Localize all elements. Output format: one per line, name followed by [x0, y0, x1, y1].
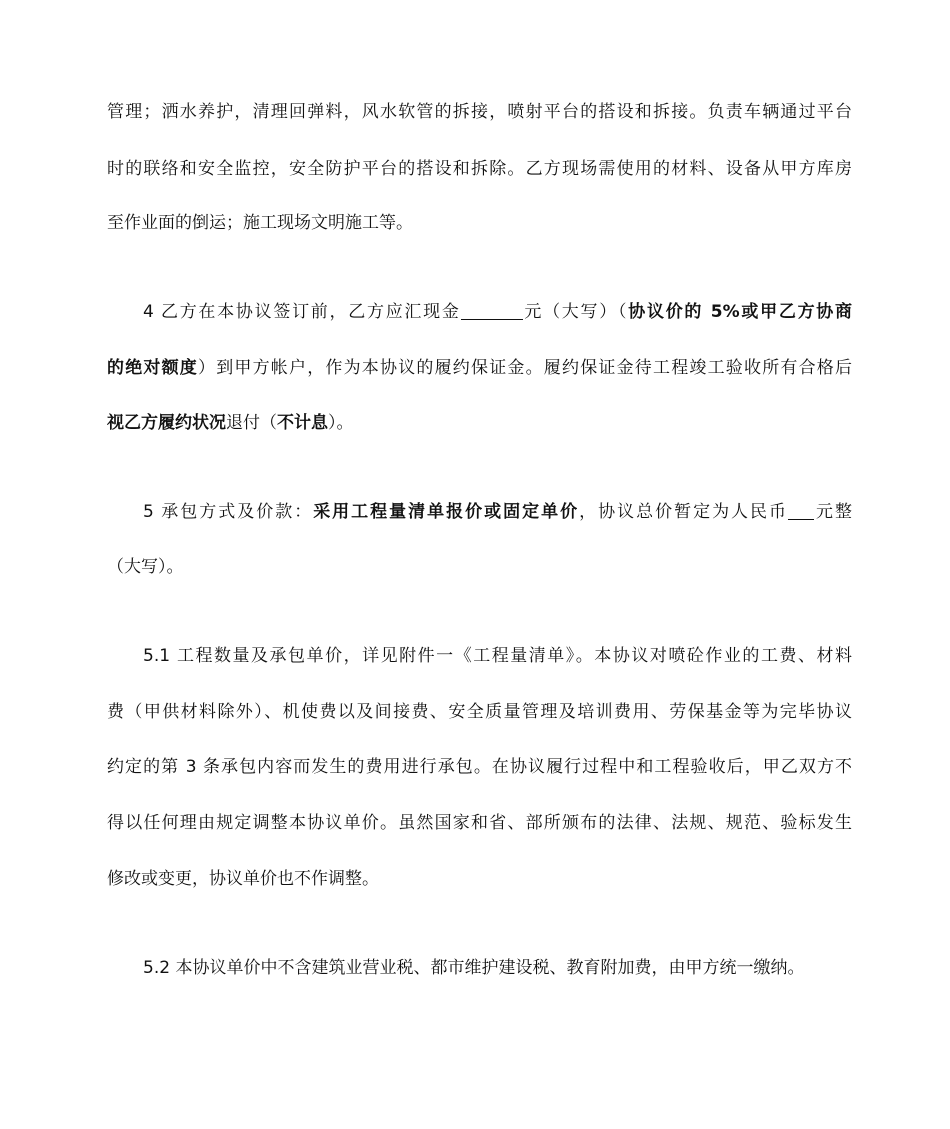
clause-5-bold: 采用工程量清单报价或固定单价: [313, 502, 580, 522]
clause-5-1-line-4: 得以任何理由规定调整本协议单价。虽然国家和省、部所颁布的法律、法规、规范、验标发生: [107, 813, 852, 833]
clause-4-bold-2: 的绝对额度: [107, 358, 198, 378]
clause-5-2-line-1: [143, 953, 852, 983]
clause-5-unit: 元整: [814, 502, 852, 522]
clause-5-1-number: 5.1: [143, 646, 171, 666]
scope-line-2: 时的联络和安全监控，安全防护平台的搭设和拆除。乙方现场需使用的材料、设备从甲方库房: [107, 159, 852, 179]
scope-line-1: 管理；洒水养护，清理回弹料，风水软管的拆接，喷射平台的搭设和拆接。负责车辆通过平台: [107, 102, 852, 122]
amount-blank: [461, 301, 523, 320]
clause-5-number: 5: [143, 502, 154, 522]
clause-5-line-2: （大写）。: [107, 557, 184, 577]
clause-4-line-1: [143, 297, 852, 327]
clause-4-text: 乙方在本协议签订前，乙方应汇现金: [160, 302, 461, 322]
clause-5-text-1: 承包方式及价款：: [161, 502, 314, 522]
clause-5-1-line-2: 费（甲供材料除外）、机使费以及间接费、安全质量管理及培训费用、劳保基金等为完毕协议: [107, 702, 852, 722]
clause-4-text-2: ）到甲方帐户，作为本协议的履约保证金。履约保证金待工程竣工验收所有合格后: [198, 358, 852, 378]
clause-5-1-line-3: 约定的第 3 条承包内容而发生的费用进行承包。在协议履行过程中和工程验收后，甲乙双方不: [107, 757, 852, 777]
clause-5-line-1: [143, 497, 852, 527]
clause-4-text-3: 退付（: [226, 413, 277, 433]
clause-5-2-text-1: 本协议单价中不含建筑业营业税、都市维护建设税、教育附加费，由甲方统一缴纳。: [175, 958, 805, 978]
clause-5-1-text-1: 工程数量及承包单价，详见附件一《工程量清单》。本协议对喷砼作业的工费、材料: [176, 646, 852, 666]
clause-4-bold-4: 不计息: [277, 413, 328, 433]
clause-4-number: 4: [143, 302, 154, 322]
clause-5-2-number: 5.2: [143, 958, 171, 978]
clause-4-line-2: [107, 353, 852, 383]
scope-line-3: 至作业面的倒运；施工现场文明施工等。: [107, 213, 413, 233]
clause-4-bold-3: 视乙方履约状况: [107, 413, 226, 433]
clause-4-unit: 元（大写）（: [522, 302, 629, 322]
clause-4-text-4: ）。: [328, 413, 354, 433]
clause-5-text-2: ，协议总价暂定为人民币: [579, 502, 789, 522]
total-price-blank: [788, 501, 814, 520]
clause-5-1-line-1: [143, 641, 852, 671]
clause-4-line-3: [107, 408, 852, 438]
clause-5-1-line-5: 修改或变更，协议单价也不作调整。: [107, 869, 379, 889]
clause-4-bold-1: 协议价的 5%或甲乙方协商: [628, 302, 852, 322]
